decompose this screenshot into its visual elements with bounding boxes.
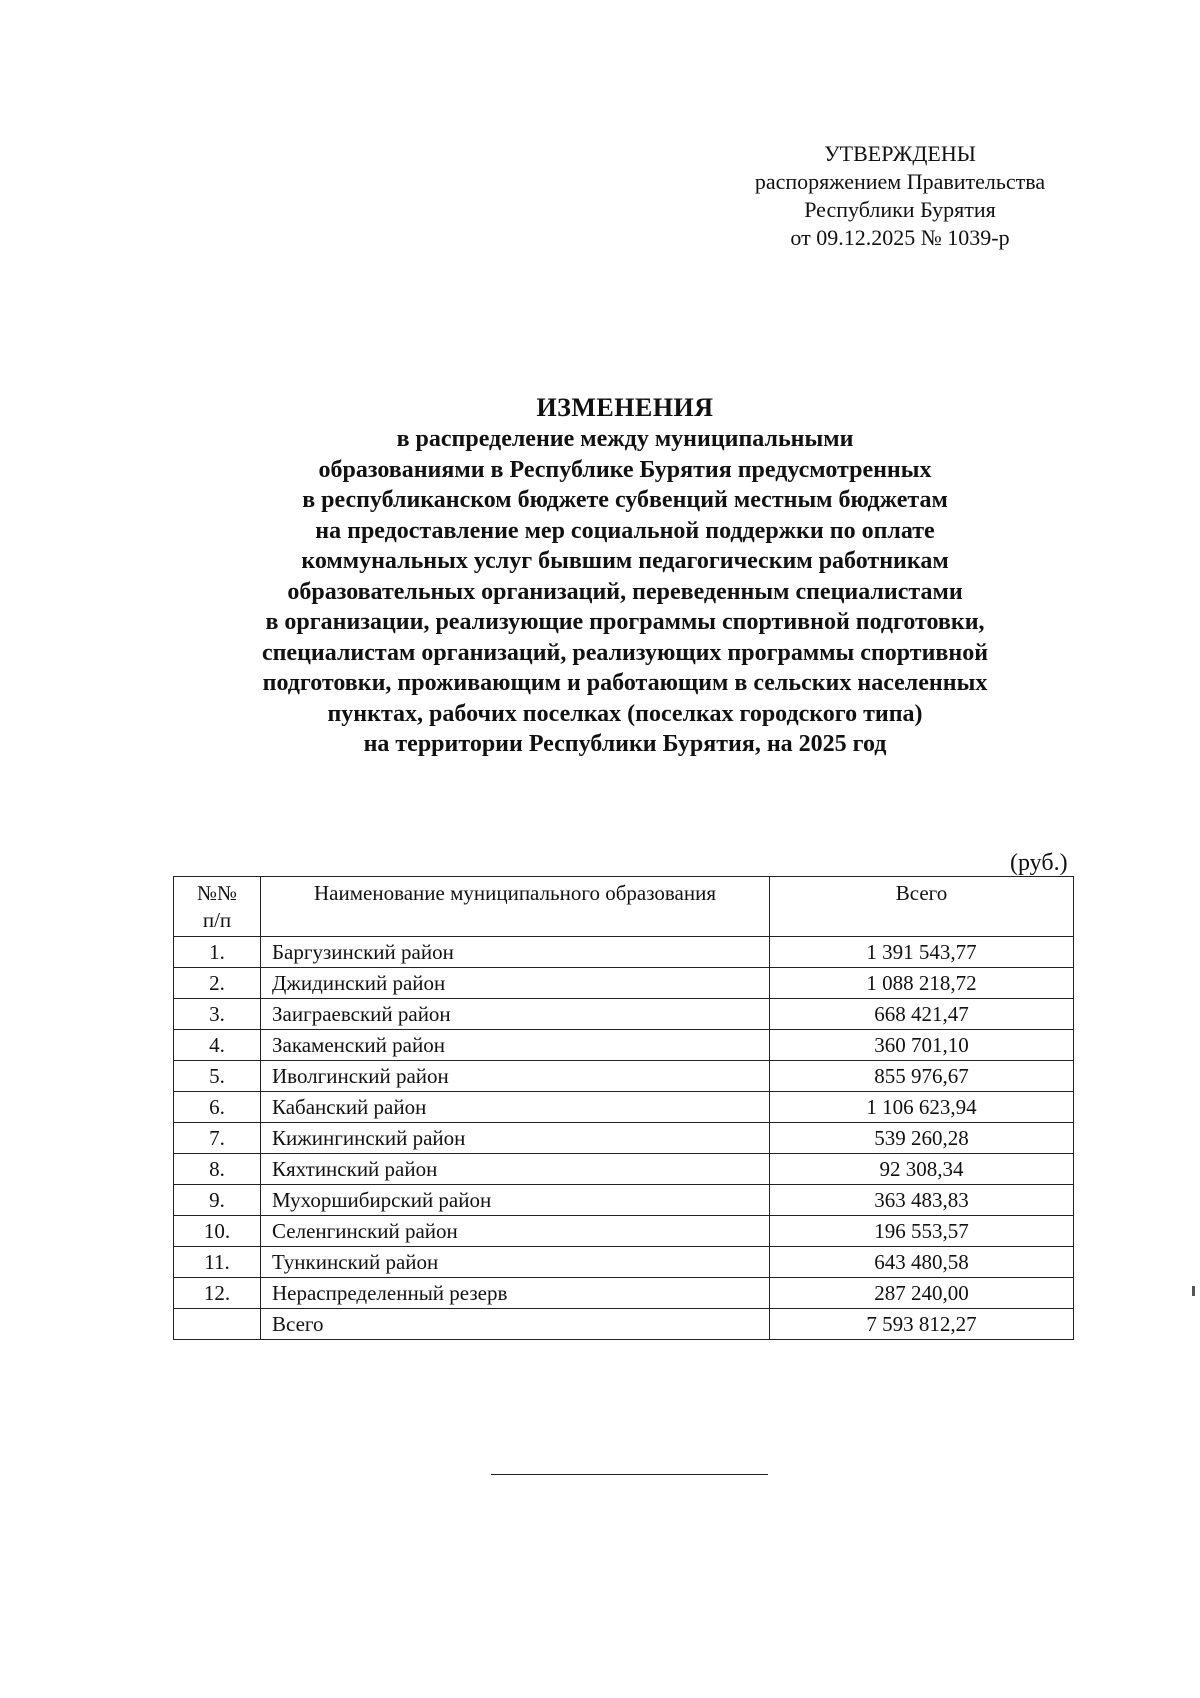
closing-divider — [491, 1474, 768, 1475]
table-row — [174, 1278, 1074, 1309]
approval-stamp — [700, 140, 1100, 252]
total-row-number — [174, 1309, 261, 1340]
currency-unit-label: (руб.) — [1010, 850, 1068, 876]
row-number: 8. — [174, 1154, 261, 1185]
document-subtitle-line: на территории Республики Бурятия, на 2025 год — [363, 731, 887, 757]
row-amount: 1 106 623,94 — [770, 1092, 1074, 1123]
header-municipality-name: Наименование муниципального образования — [261, 877, 770, 937]
row-municipality: Селенгинский район — [261, 1216, 770, 1247]
document-heading — [130, 392, 1120, 760]
row-municipality: Иволгинский район — [261, 1061, 770, 1092]
document-subtitle-line: в республиканском бюджете субвенций местным бюджетам — [302, 487, 948, 513]
document-subtitle-line: в распределение между муниципальными — [396, 426, 854, 452]
document-subtitle-line: пунктах, рабочих поселках (поселках городского типа) — [327, 700, 923, 727]
document-subtitle-line: образованиями в Республике Бурятия предусмотренных — [318, 456, 932, 483]
row-amount: 287 240,00 — [770, 1278, 1074, 1309]
row-municipality: Мухоршибирский район — [261, 1185, 770, 1216]
row-number: 11. — [174, 1247, 261, 1278]
table-row — [174, 968, 1074, 999]
row-municipality: Закаменский район — [261, 1030, 770, 1061]
table-total-row — [174, 1309, 1074, 1340]
document-subtitle-line: на предоставление мер социальной поддержки по оплате — [315, 517, 935, 544]
document-subtitle-line: в организации, реализующие программы спортивной подготовки, — [265, 609, 985, 635]
document-subtitle-line: подготовки, проживающим и работающим в сельских населенных — [262, 670, 988, 696]
row-amount: 1 391 543,77 — [770, 937, 1074, 968]
table-row — [174, 1030, 1074, 1061]
row-amount: 363 483,83 — [770, 1185, 1074, 1216]
document-subtitle-line: коммунальных услуг бывшим педагогическим работникам — [301, 548, 949, 574]
header-number — [174, 877, 261, 937]
row-number: 4. — [174, 1030, 261, 1061]
row-number: 7. — [174, 1123, 261, 1154]
table-row — [174, 1185, 1074, 1216]
row-municipality: Тункинский район — [261, 1247, 770, 1278]
header-total: Всего — [770, 877, 1074, 937]
row-municipality: Кабанский район — [261, 1092, 770, 1123]
row-number: 1. — [174, 937, 261, 968]
table-row — [174, 1092, 1074, 1123]
table-row — [174, 1061, 1074, 1092]
total-row-label: Всего — [261, 1309, 770, 1340]
row-number: 12. — [174, 1278, 261, 1309]
row-number: 10. — [174, 1216, 261, 1247]
table-row — [174, 1216, 1074, 1247]
table-row — [174, 937, 1074, 968]
row-municipality: Заиграевский район — [261, 999, 770, 1030]
row-number: 3. — [174, 999, 261, 1030]
table-row — [174, 1154, 1074, 1185]
row-municipality: Джидинский район — [261, 968, 770, 999]
row-number: 6. — [174, 1092, 261, 1123]
row-amount: 196 553,57 — [770, 1216, 1074, 1247]
header-number-line1: №№ — [196, 881, 238, 905]
table-row — [174, 1123, 1074, 1154]
row-municipality: Кижингинский район — [261, 1123, 770, 1154]
document-subtitle-line: образовательных организаций, переведенным специалистами — [287, 578, 963, 605]
row-amount: 539 260,28 — [770, 1123, 1074, 1154]
approval-date-number: от 09.12.2025 № 1039-р — [790, 225, 1010, 250]
table-row — [174, 999, 1074, 1030]
allocation-table — [173, 876, 1074, 1340]
total-row-amount: 7 593 812,27 — [770, 1309, 1074, 1340]
row-amount: 855 976,67 — [770, 1061, 1074, 1092]
row-amount: 360 701,10 — [770, 1030, 1074, 1061]
document-subtitle-line: специалистам организаций, реализующих программы спортивной — [261, 639, 989, 666]
scan-edge-mark — [1192, 1286, 1195, 1296]
row-number: 2. — [174, 968, 261, 999]
row-municipality: Баргузинский район — [261, 937, 770, 968]
approval-heading: УТВЕРЖДЕНЫ — [824, 141, 976, 166]
row-number: 9. — [174, 1185, 261, 1216]
row-municipality: Нераспределенный резерв — [261, 1278, 770, 1309]
row-municipality: Кяхтинский район — [261, 1154, 770, 1185]
table-header-row — [174, 877, 1074, 937]
row-amount: 92 308,34 — [770, 1154, 1074, 1185]
document-title: ИЗМЕНЕНИЯ — [536, 393, 714, 422]
header-number-line2: п/п — [202, 908, 232, 932]
row-amount: 643 480,58 — [770, 1247, 1074, 1278]
approval-authority: распоряжением Правительства — [754, 169, 1046, 194]
row-amount: 668 421,47 — [770, 999, 1074, 1030]
approval-republic: Республики Бурятия — [804, 197, 996, 222]
row-amount: 1 088 218,72 — [770, 968, 1074, 999]
table-row — [174, 1247, 1074, 1278]
row-number: 5. — [174, 1061, 261, 1092]
